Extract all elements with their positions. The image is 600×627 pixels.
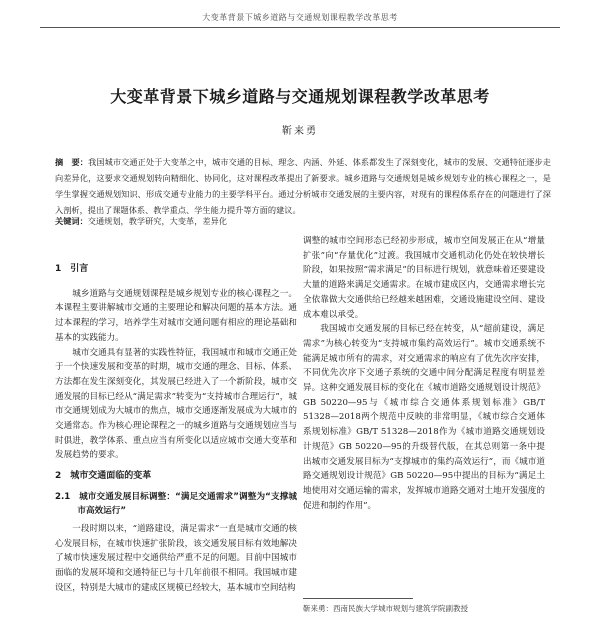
- article-title: 大变革背景下城乡道路与交通规划课程教学改革思考: [110, 87, 490, 106]
- keywords-text: 交通规划，教学研究，大变革，差异化: [87, 216, 227, 226]
- section-2-heading: 2 城市交通面临的变革: [55, 471, 152, 482]
- abstract-label: 摘 要：: [55, 157, 89, 167]
- article-author: 靳来勇: [282, 126, 318, 137]
- left-column: [55, 234, 297, 595]
- abstract: [55, 154, 551, 218]
- right-column: [303, 234, 545, 513]
- subsection-2-1-paragraph: 一段时期以来，“道路建设，满足需求”一直是城市交通的核心发展目标，在城市快速扩张阶段，该交通发展目标有效地解决了城市快速发展过程中交通供给严重不足的问题。目前中国城市面临的发展环境和交通特征已与十几年前很不相同。我国城市建设区，特别是大城市的建成区规模已经较大，基本城市空间结构: [55, 523, 297, 593]
- right-column-paragraph: 调整的城市空间形态已经初步形成，城市空间发展正在从“增量扩张”向“存量优化”过渡。我国城市交通机动化仍处在较快增长阶段，如果按照“需求满足”的目标进行规划，就意味着还要建设大量的道路来满足交通需求。在城市建成区内，交通需求增长完全依靠做大交通供给已经越来越困难，交通设施建设空间、建设成本难以承受。: [303, 236, 545, 320]
- abstract-text: 我国城市交通正处于大变革之中，城市交通的目标、理念、内涵、外延、体系都发生了深刻变化，城市的发展、交通特征逐步走向差异化，这要求交通规划转向精细化、协同化，这对课程改革提出了新要求。城乡道路与交通规划是城乡规划专业的核心课程之一，是学生掌握交通规划知识、形成交通专业能力的主要学科平台。通过分析城市交通发展的主要内容，对现有的课程体系存在的问题进行了深入剖析，提出了课题体系、教学重点、学生能力提升等方面的建议。: [55, 157, 551, 215]
- keywords-label: 关键词：: [55, 216, 88, 226]
- section-1-paragraph: 城市交通具有显著的实践性特征，我国城市和城市交通正处于一个快速发展和变革的时期，城市交通的理念、目标、体系、方法都在发生深刻变化，其发展已经进入了一个新阶段，城市交通发展的目标已经从“满足需求”转变为“支持城市合理运行”，城市交通规划成为大城市的焦点，城市交通逐渐发展成为大城市的交通常态。作为核心理论课程之一的城乡道路与交通规划应当与时俱进，教学体系、重点应当有所变化以适应城市交通大变革和发展趋势的要求。: [55, 347, 297, 461]
- running-head: 大变革背景下城乡道路与交通规划课程教学改革思考: [202, 13, 398, 22]
- section-1-heading: 1 引言: [55, 264, 89, 274]
- subsection-2-1-heading: 2.1 城市交通发展目标调整：“满足交通需求”调整为“支撑城市高效运行”: [55, 491, 297, 516]
- author-footnote: 靳来勇：西南民族大学城市规划与建筑学院副教授: [303, 604, 468, 613]
- header-rule: [40, 27, 560, 28]
- keywords: [55, 214, 551, 228]
- right-column-paragraph: 我国城市交通发展的目标已经在转变，从“超前建设，满足需求”为核心转变为“支持城市集约高效运行”。城市交通系统不能满足城市所有的需求，对交通需求的响应有了优先次序安排，不同优先次序下交通子系统的交通中间分配满足程度有明显差异。这种交通发展目标的变化在《城市道路交通规划设计规范》GB 50220—95与《城市综合交通体系规划标准》GB/T 51328—2018两个规范中反映的非常明显，《城市综合交通体系规划标准》GB/T 51328—2018作为《城市道路交通规划设计规范》GB 50220—95的升级替代版，在其总则第一条中提出城市交通发展目标为“支撑城市的集约高效运行”，而《城市道路交通规划设计规范》GB 50220—95中提出的目标为“满足土地使用对交通运输的需求，发挥城市道路交通对土地开发强度的促进和制约作用”。: [303, 324, 545, 511]
- footnote-rule: [303, 598, 413, 599]
- section-1-paragraph: 城乡道路与交通规划课程是城乡规划专业的核心课程之一。本课程主要讲解城市交通的主要理论和解决问题的基本方法。通过本课程的学习，培养学生对城市交通问题有相应的理论基础和基本的实践能力。: [55, 288, 297, 343]
